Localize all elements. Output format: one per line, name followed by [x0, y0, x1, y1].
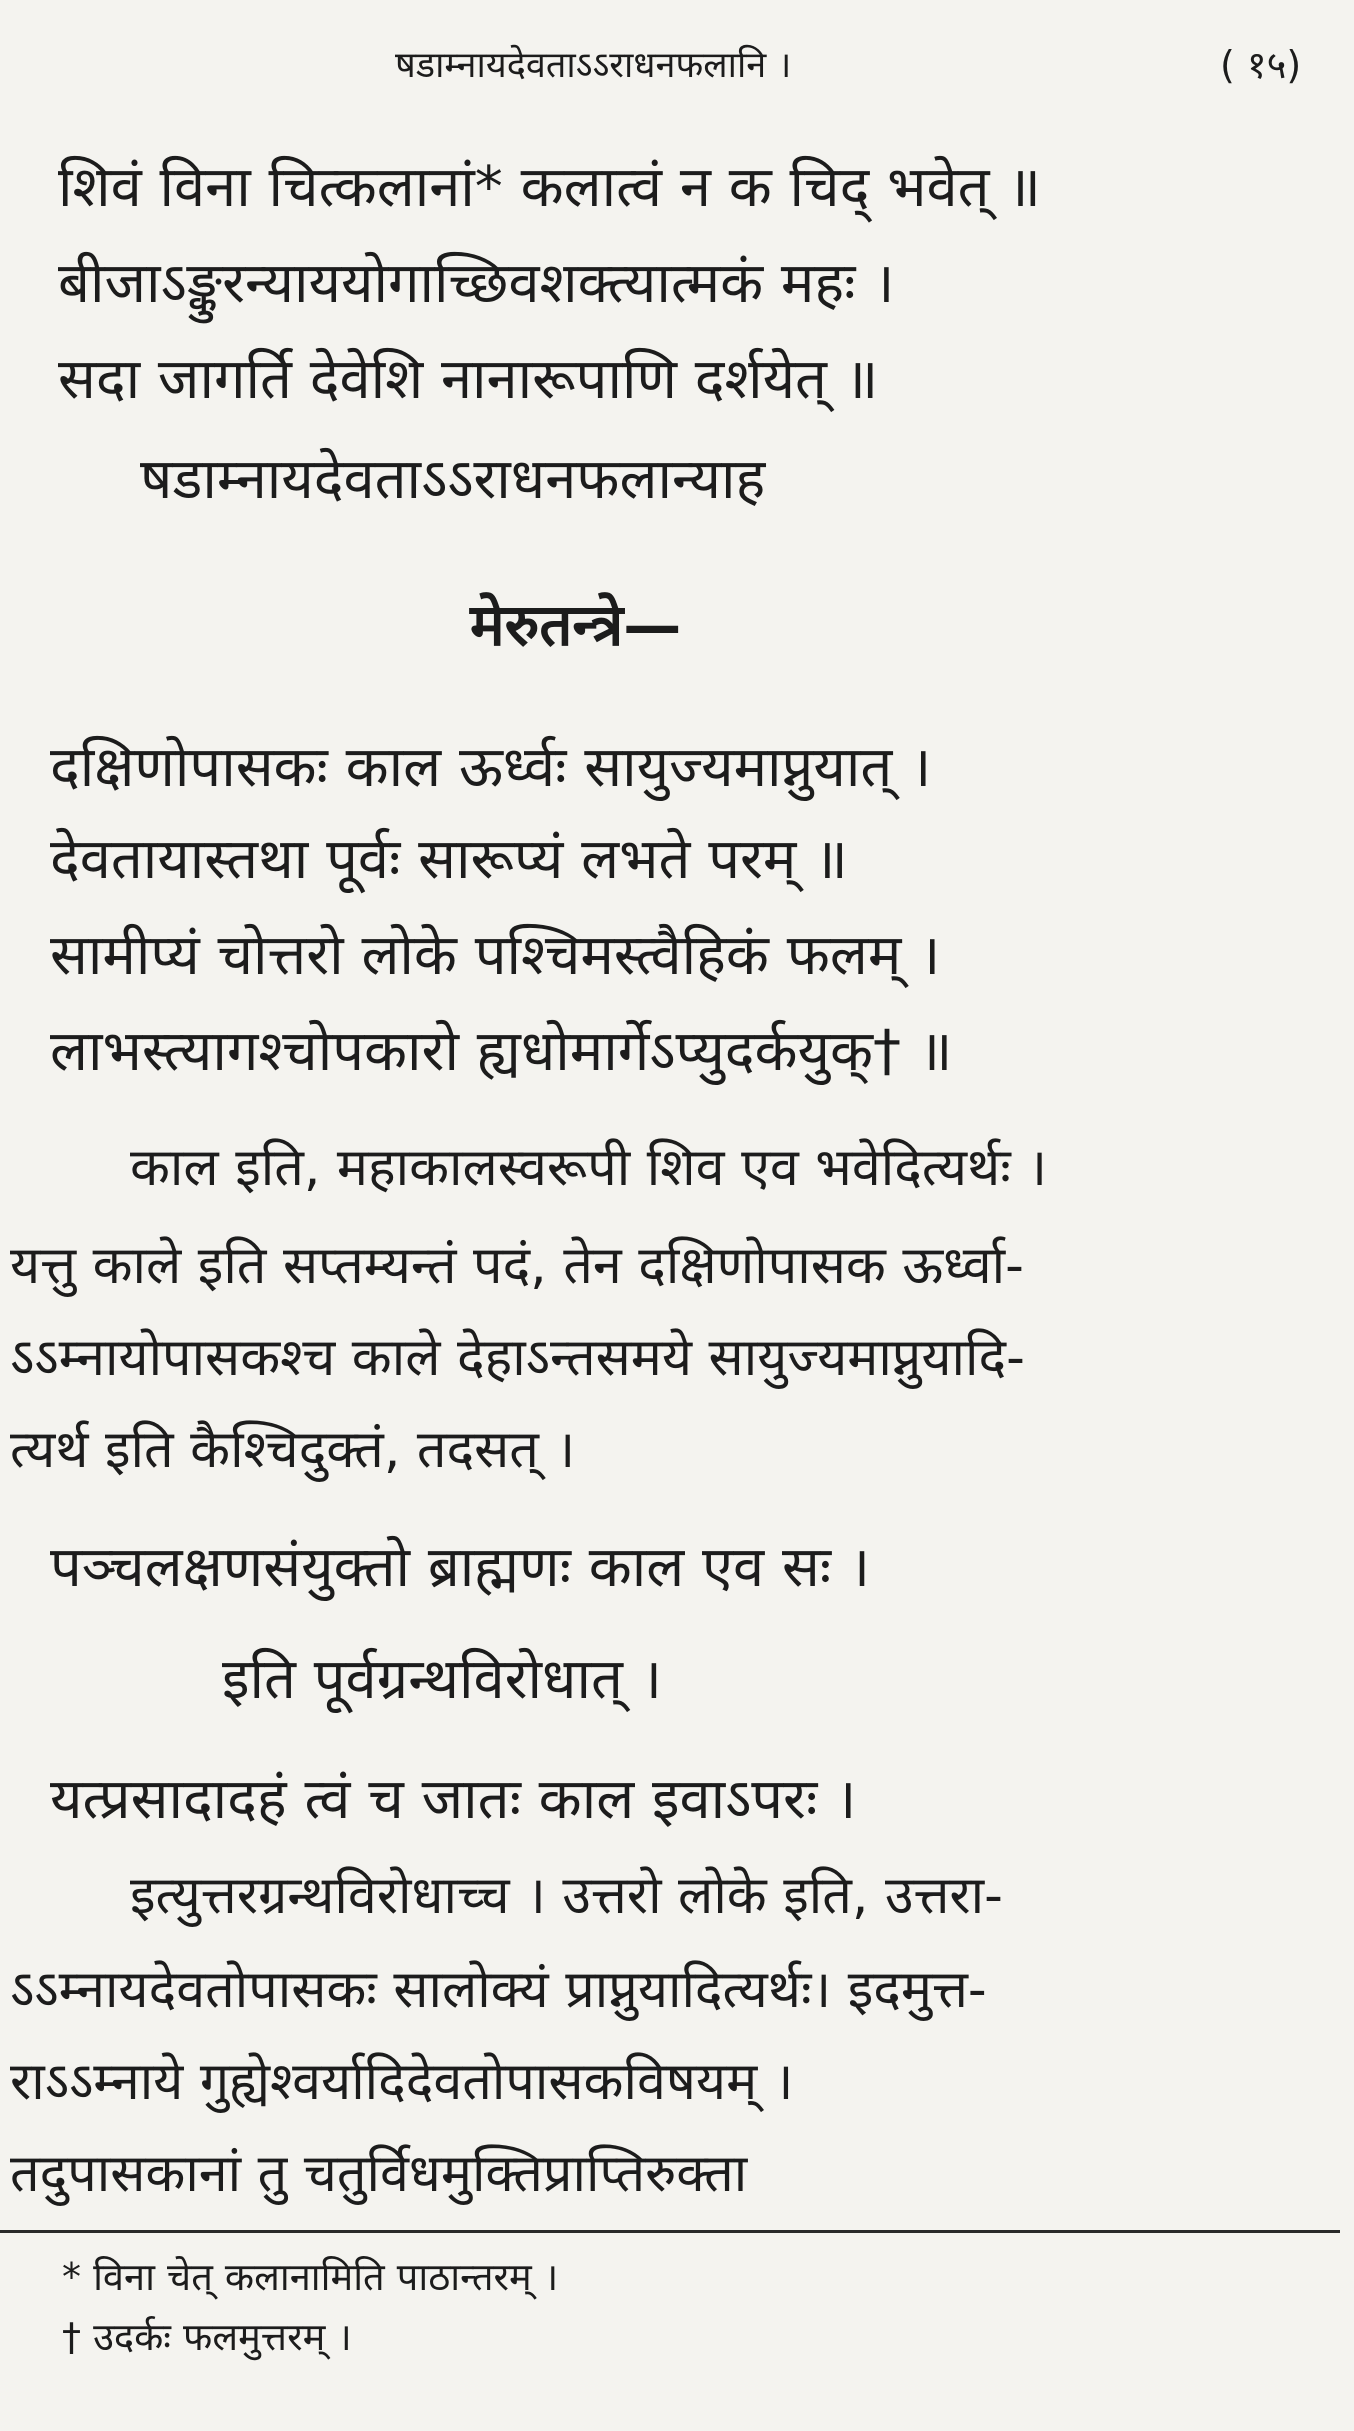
verse-line: शिवं विना चित्कलानां* कलात्वं न क चिद् भवेत् ॥ [58, 155, 1041, 220]
verse-line: दक्षिणोपासकः काल ऊर्ध्वः सायुज्यमाप्नुयात् । [50, 735, 932, 800]
verse-line: देवतायास्तथा पूर्वः सारूप्यं लभते परम् ॥ [50, 827, 848, 892]
section-heading: मेरुतन्त्रे— [470, 591, 682, 659]
commentary-line: राऽऽम्नाये गुह्येश्वर्यादिदेवतोपासकविषयम् । [10, 2052, 794, 2112]
footnote: † उदर्कः फलमुत्तरम् । [62, 2315, 352, 2359]
quoted-verse: पञ्चलक्षणसंयुक्तो ब्राह्मणः काल एव सः । [50, 1535, 871, 1600]
verse-line: सदा जागर्ति देवेशि नानारूपाणि दर्शयेत् ॥ [58, 347, 879, 412]
footnote: * विना चेत् कलानामिति पाठान्तरम् । [62, 2255, 559, 2299]
quoted-verse: यत्प्रसादादहं त्वं च जातः काल इवाऽपरः । [50, 1767, 857, 1832]
commentary-line: ऽऽम्नायोपासकश्च काले देहाऽन्तसमये सायुज्यमाप्नुयादि- [10, 1328, 1025, 1388]
commentary-line: काल इति, महाकालस्वरूपी शिव एव भवेदित्यर्थः । [130, 1138, 1048, 1198]
commentary-line: यत्तु काले इति सप्तम्यन्तं पदं, तेन दक्षिणोपासक ऊर्ध्वा- [10, 1236, 1024, 1296]
commentary-line: त्यर्थ इति कैश्चिदुक्तं, तदसत् । [10, 1420, 576, 1480]
verse-line: बीजाऽङ्कुरन्याययोगाच्छिवशक्त्यात्मकं महः । [58, 251, 895, 316]
footnote-divider [0, 2230, 1340, 2233]
verse-line: सामीप्यं चोत्तरो लोके पश्चिमस्त्वैहिकं फलम् । [50, 923, 941, 988]
verse-line: लाभस्त्यागश्चोपकारो ह्यधोमार्गेऽप्युदर्कयुक्† ॥ [50, 1019, 953, 1084]
page-number: ( १५) [1220, 43, 1302, 87]
commentary-line: ऽऽम्नायदेवतोपासकः सालोक्यं प्राप्नुयादित्यर्थः। इदमुत्त- [10, 1960, 987, 2020]
quoted-verse: इति पूर्वग्रन्थविरोधात् । [222, 1647, 662, 1712]
running-title: षडाम्नायदेवताऽऽराधनफलानि । [395, 45, 792, 86]
section-intro: षडाम्नायदेवताऽऽराधनफलान्याह [140, 447, 766, 512]
commentary-line: इत्युत्तरग्रन्थविरोधाच्च । उत्तरो लोके इति, उत्तरा- [130, 1866, 1003, 1926]
commentary-line: तदुपासकानां तु चतुर्विधमुक्तिप्राप्तिरुक्ता [10, 2144, 748, 2204]
